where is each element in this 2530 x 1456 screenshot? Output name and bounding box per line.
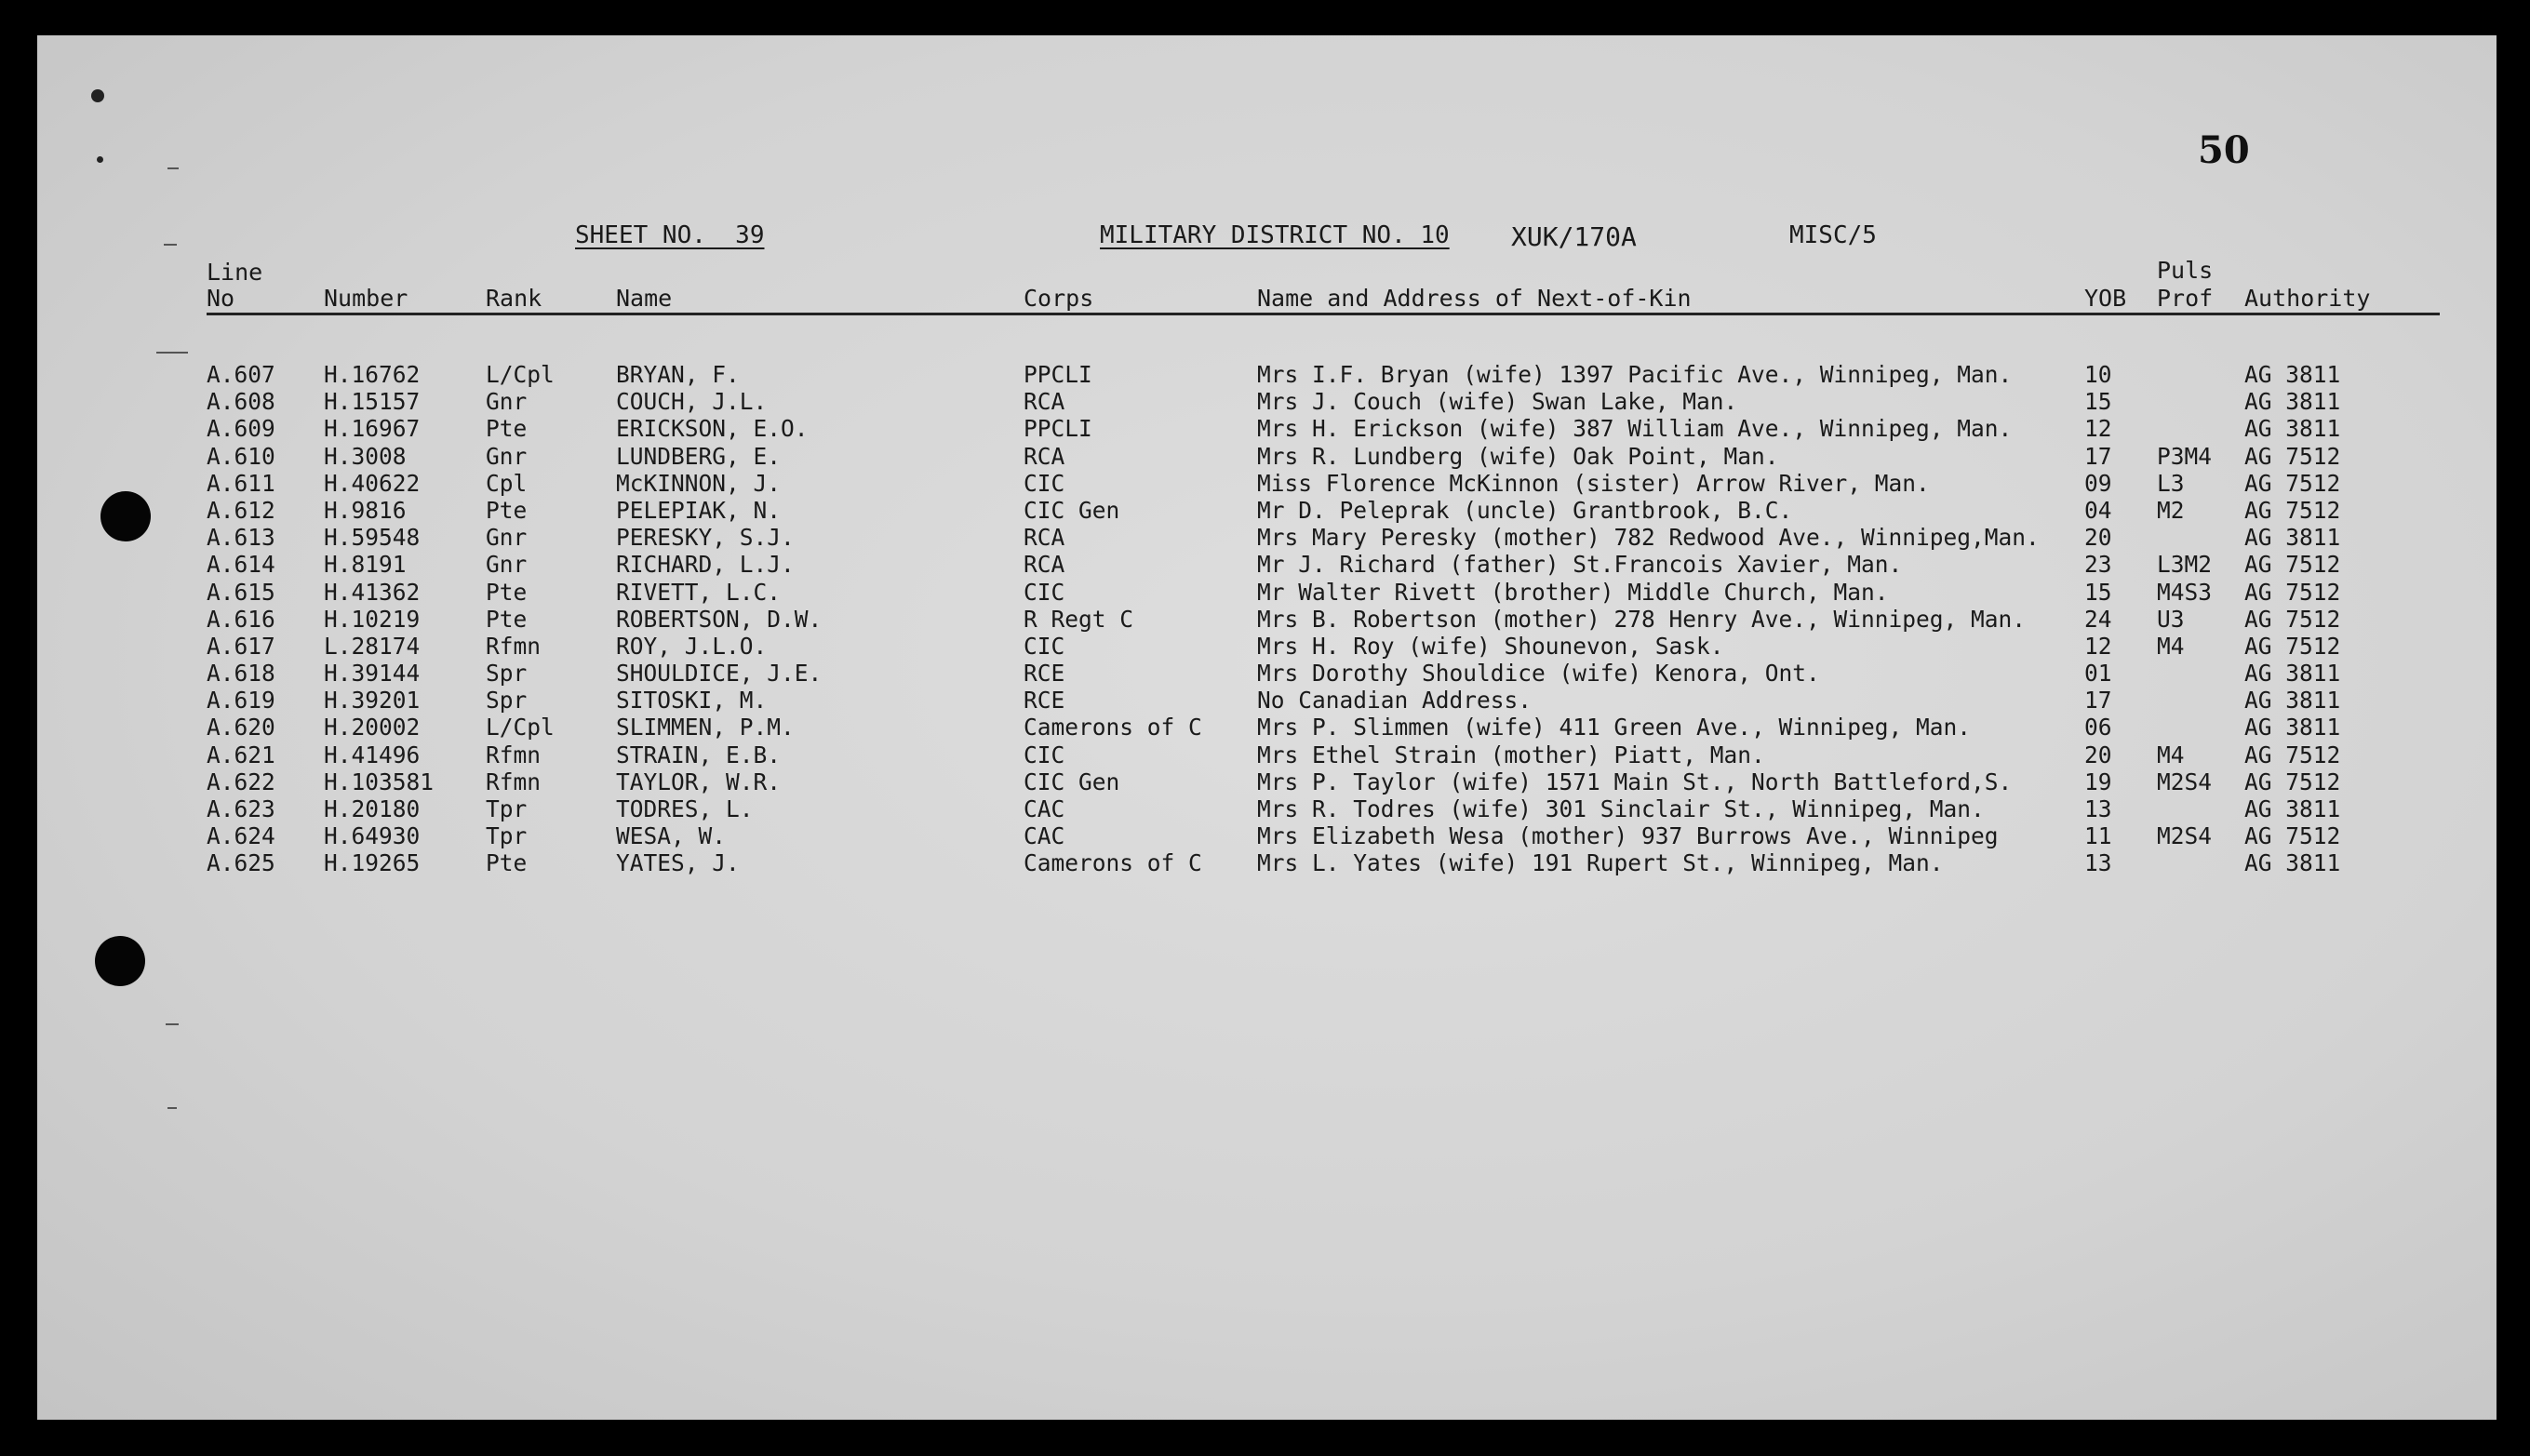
col-head-line-bottom: No xyxy=(207,285,235,312)
cell-rank: Spr xyxy=(486,687,528,715)
cell-yob: 13 xyxy=(2084,795,2112,822)
table-row xyxy=(37,849,2497,876)
col-head-number: Number xyxy=(324,285,408,312)
cell-yob: 10 xyxy=(2084,361,2112,388)
cell-corps: RCA xyxy=(1024,388,1065,416)
table-row xyxy=(37,741,2497,768)
cell-name: RICHARD, L.J. xyxy=(616,551,795,579)
cell-next-of-kin: Mrs R. Lundberg (wife) Oak Point, Man. xyxy=(1257,442,1779,470)
cell-yob: 19 xyxy=(2084,768,2112,795)
cell-next-of-kin: Mrs P. Taylor (wife) 1571 Main St., North Battleford,S. xyxy=(1257,768,2013,795)
col-head-next-of-kin: Name and Address of Next-of-Kin xyxy=(1257,285,1692,312)
cell-line-no: A.610 xyxy=(207,442,275,470)
cell-rank: Gnr xyxy=(486,524,528,552)
margin-tick xyxy=(167,167,179,169)
cell-rank: Pte xyxy=(486,605,528,633)
cell-yob: 20 xyxy=(2084,741,2112,768)
cell-authority: AG 7512 xyxy=(2244,469,2341,497)
cell-line-no: A.622 xyxy=(207,768,275,795)
cell-name: TODRES, L. xyxy=(616,795,754,822)
cell-service-number: H.9816 xyxy=(324,496,407,524)
cell-rank: Pte xyxy=(486,496,528,524)
ink-speck xyxy=(97,156,103,163)
table-row xyxy=(37,470,2497,497)
table-row xyxy=(37,388,2497,415)
misc-code: MISC/5 xyxy=(1789,221,1877,249)
table-row xyxy=(37,822,2497,849)
cell-service-number: H.41496 xyxy=(324,741,421,768)
col-head-rank: Rank xyxy=(486,285,542,312)
cell-authority: AG 3811 xyxy=(2244,660,2341,688)
cell-name: ROY, J.L.O. xyxy=(616,632,768,660)
cell-line-no: A.624 xyxy=(207,822,275,850)
cell-corps: PPCLI xyxy=(1024,361,1092,388)
document-page xyxy=(37,35,2497,1420)
table-row xyxy=(37,415,2497,442)
cell-service-number: H.39144 xyxy=(324,660,421,688)
cell-corps: CIC Gen xyxy=(1024,768,1120,795)
cell-line-no: A.611 xyxy=(207,469,275,497)
cell-name: ROBERTSON, D.W. xyxy=(616,605,823,633)
cell-name: PERESKY, S.J. xyxy=(616,524,795,552)
cell-corps: RCA xyxy=(1024,524,1065,552)
cell-name: YATES, J. xyxy=(616,849,740,877)
table-row xyxy=(37,579,2497,606)
margin-tick xyxy=(156,352,188,354)
cell-line-no: A.607 xyxy=(207,361,275,388)
cell-service-number: H.19265 xyxy=(324,849,421,877)
cell-line-no: A.612 xyxy=(207,496,275,524)
cell-next-of-kin: Miss Florence McKinnon (sister) Arrow River, Man. xyxy=(1257,469,1930,497)
cell-authority: AG 7512 xyxy=(2244,442,2341,470)
cell-yob: 01 xyxy=(2084,660,2112,688)
cell-service-number: H.64930 xyxy=(324,822,421,850)
ink-speck xyxy=(91,89,104,102)
col-head-authority: Authority xyxy=(2244,285,2371,312)
cell-authority: AG 7512 xyxy=(2244,768,2341,795)
cell-service-number: H.20002 xyxy=(324,714,421,741)
table-row xyxy=(37,633,2497,660)
cell-service-number: H.16762 xyxy=(324,361,421,388)
cell-line-no: A.618 xyxy=(207,660,275,688)
cell-puls-prof: L3M2 xyxy=(2157,551,2213,579)
cell-rank: Pte xyxy=(486,849,528,877)
cell-yob: 11 xyxy=(2084,822,2112,850)
records-table xyxy=(37,361,2497,877)
cell-rank: Gnr xyxy=(486,442,528,470)
table-row xyxy=(37,551,2497,578)
cell-name: McKINNON, J. xyxy=(616,469,782,497)
cell-service-number: H.15157 xyxy=(324,388,421,416)
cell-rank: Pte xyxy=(486,578,528,606)
cell-corps: CIC xyxy=(1024,741,1065,768)
table-row xyxy=(37,714,2497,741)
cell-service-number: L.28174 xyxy=(324,632,421,660)
col-head-line-top: Line xyxy=(207,259,263,286)
cell-name: WESA, W. xyxy=(616,822,727,850)
reference-code: XUK/170A xyxy=(1511,221,1637,252)
cell-line-no: A.621 xyxy=(207,741,275,768)
cell-name: SITOSKI, M. xyxy=(616,687,768,715)
cell-name: TAYLOR, W.R. xyxy=(616,768,782,795)
cell-corps: CIC Gen xyxy=(1024,496,1120,524)
cell-rank: Gnr xyxy=(486,388,528,416)
cell-name: SHOULDICE, J.E. xyxy=(616,660,823,688)
cell-puls-prof: U3 xyxy=(2157,605,2185,633)
cell-yob: 15 xyxy=(2084,578,2112,606)
cell-authority: AG 3811 xyxy=(2244,714,2341,741)
cell-puls-prof: M2S4 xyxy=(2157,822,2213,850)
margin-tick xyxy=(164,244,177,246)
cell-corps: CIC xyxy=(1024,632,1065,660)
cell-line-no: A.625 xyxy=(207,849,275,877)
cell-next-of-kin: Mr J. Richard (father) St.Francois Xavier, Man. xyxy=(1257,551,1903,579)
punch-hole-bottom xyxy=(95,936,145,986)
cell-puls-prof: M2S4 xyxy=(2157,768,2213,795)
cell-next-of-kin: Mrs H. Roy (wife) Shounevon, Sask. xyxy=(1257,632,1724,660)
cell-rank: Gnr xyxy=(486,551,528,579)
cell-authority: AG 7512 xyxy=(2244,551,2341,579)
cell-yob: 17 xyxy=(2084,687,2112,715)
cell-service-number: H.10219 xyxy=(324,605,421,633)
table-row xyxy=(37,497,2497,524)
cell-puls-prof: M4 xyxy=(2157,632,2185,660)
cell-authority: AG 7512 xyxy=(2244,632,2341,660)
col-head-yob: YOB xyxy=(2084,285,2127,312)
cell-next-of-kin: No Canadian Address. xyxy=(1257,687,1533,715)
cell-name: PELEPIAK, N. xyxy=(616,496,782,524)
table-row xyxy=(37,606,2497,633)
cell-service-number: H.41362 xyxy=(324,578,421,606)
cell-service-number: H.20180 xyxy=(324,795,421,822)
cell-name: RIVETT, L.C. xyxy=(616,578,782,606)
cell-name: STRAIN, E.B. xyxy=(616,741,782,768)
cell-corps: CIC xyxy=(1024,578,1065,606)
margin-tick xyxy=(166,1023,179,1025)
cell-line-no: A.615 xyxy=(207,578,275,606)
sheet-number: SHEET NO. 39 xyxy=(575,221,765,249)
cell-corps: CAC xyxy=(1024,822,1065,850)
cell-rank: L/Cpl xyxy=(486,714,555,741)
cell-corps: CIC xyxy=(1024,469,1065,497)
cell-rank: Tpr xyxy=(486,822,528,850)
cell-next-of-kin: Mr Walter Rivett (brother) Middle Church, Man. xyxy=(1257,578,1889,606)
cell-yob: 06 xyxy=(2084,714,2112,741)
cell-name: ERICKSON, E.O. xyxy=(616,415,809,443)
table-row xyxy=(37,443,2497,470)
table-row xyxy=(37,795,2497,822)
cell-yob: 23 xyxy=(2084,551,2112,579)
cell-rank: Pte xyxy=(486,415,528,443)
cell-next-of-kin: Mrs I.F. Bryan (wife) 1397 Pacific Ave., Winnipeg, Man. xyxy=(1257,361,2013,388)
cell-service-number: H.39201 xyxy=(324,687,421,715)
cell-corps: Camerons of C xyxy=(1024,849,1202,877)
cell-authority: AG 7512 xyxy=(2244,578,2341,606)
cell-service-number: H.3008 xyxy=(324,442,407,470)
cell-yob: 12 xyxy=(2084,632,2112,660)
table-row xyxy=(37,660,2497,687)
table-row xyxy=(37,687,2497,714)
cell-authority: AG 3811 xyxy=(2244,388,2341,416)
cell-line-no: A.620 xyxy=(207,714,275,741)
military-district: MILITARY DISTRICT NO. 10 xyxy=(1100,221,1450,249)
cell-next-of-kin: Mrs H. Erickson (wife) 387 William Ave., Winnipeg, Man. xyxy=(1257,415,2013,443)
cell-service-number: H.103581 xyxy=(324,768,435,795)
cell-puls-prof: P3M4 xyxy=(2157,442,2213,470)
cell-yob: 13 xyxy=(2084,849,2112,877)
cell-rank: Tpr xyxy=(486,795,528,822)
cell-name: BRYAN, F. xyxy=(616,361,740,388)
cell-puls-prof: M2 xyxy=(2157,496,2185,524)
cell-puls-prof: M4S3 xyxy=(2157,578,2213,606)
cell-rank: Rfmn xyxy=(486,768,542,795)
cell-authority: AG 3811 xyxy=(2244,361,2341,388)
cell-next-of-kin: Mrs J. Couch (wife) Swan Lake, Man. xyxy=(1257,388,1738,416)
table-row xyxy=(37,524,2497,551)
cell-next-of-kin: Mrs Mary Peresky (mother) 782 Redwood Ave., Winnipeg,Man. xyxy=(1257,524,2040,552)
cell-corps: RCE xyxy=(1024,687,1065,715)
header-rule xyxy=(207,313,2440,315)
cell-corps: R Regt C xyxy=(1024,605,1134,633)
table-row xyxy=(37,361,2497,388)
cell-yob: 17 xyxy=(2084,442,2112,470)
cell-line-no: A.613 xyxy=(207,524,275,552)
cell-corps: RCA xyxy=(1024,442,1065,470)
col-head-puls-bottom: Prof xyxy=(2157,285,2214,312)
col-head-name: Name xyxy=(616,285,673,312)
cell-next-of-kin: Mrs Ethel Strain (mother) Piatt, Man. xyxy=(1257,741,1765,768)
cell-name: SLIMMEN, P.M. xyxy=(616,714,795,741)
cell-next-of-kin: Mr D. Peleprak (uncle) Grantbrook, B.C. xyxy=(1257,496,1793,524)
cell-next-of-kin: Mrs L. Yates (wife) 191 Rupert St., Winnipeg, Man. xyxy=(1257,849,1944,877)
cell-line-no: A.616 xyxy=(207,605,275,633)
cell-authority: AG 3811 xyxy=(2244,524,2341,552)
cell-authority: AG 3811 xyxy=(2244,795,2341,822)
cell-rank: L/Cpl xyxy=(486,361,555,388)
cell-yob: 24 xyxy=(2084,605,2112,633)
col-head-puls-top: Puls xyxy=(2157,257,2214,284)
cell-rank: Cpl xyxy=(486,469,528,497)
cell-authority: AG 3811 xyxy=(2244,415,2341,443)
cell-line-no: A.623 xyxy=(207,795,275,822)
cell-next-of-kin: Mrs Elizabeth Wesa (mother) 937 Burrows Ave., Winnipeg xyxy=(1257,822,1999,850)
cell-service-number: H.40622 xyxy=(324,469,421,497)
cell-next-of-kin: Mrs Dorothy Shouldice (wife) Kenora, Ont. xyxy=(1257,660,1820,688)
cell-line-no: A.617 xyxy=(207,632,275,660)
cell-yob: 12 xyxy=(2084,415,2112,443)
cell-corps: RCA xyxy=(1024,551,1065,579)
col-head-corps: Corps xyxy=(1024,285,1094,312)
cell-puls-prof: M4 xyxy=(2157,741,2185,768)
cell-authority: AG 3811 xyxy=(2244,849,2341,877)
cell-authority: AG 7512 xyxy=(2244,605,2341,633)
cell-line-no: A.614 xyxy=(207,551,275,579)
cell-next-of-kin: Mrs P. Slimmen (wife) 411 Green Ave., Winnipeg, Man. xyxy=(1257,714,1972,741)
cell-line-no: A.609 xyxy=(207,415,275,443)
cell-authority: AG 7512 xyxy=(2244,822,2341,850)
cell-yob: 15 xyxy=(2084,388,2112,416)
cell-rank: Spr xyxy=(486,660,528,688)
cell-corps: PPCLI xyxy=(1024,415,1092,443)
cell-line-no: A.608 xyxy=(207,388,275,416)
cell-name: COUCH, J.L. xyxy=(616,388,768,416)
cell-authority: AG 7512 xyxy=(2244,496,2341,524)
cell-rank: Rfmn xyxy=(486,741,542,768)
cell-puls-prof: L3 xyxy=(2157,469,2185,497)
cell-service-number: H.16967 xyxy=(324,415,421,443)
cell-authority: AG 3811 xyxy=(2244,687,2341,715)
cell-service-number: H.8191 xyxy=(324,551,407,579)
cell-next-of-kin: Mrs B. Robertson (mother) 278 Henry Ave., Winnipeg, Man. xyxy=(1257,605,2027,633)
cell-line-no: A.619 xyxy=(207,687,275,715)
cell-authority: AG 7512 xyxy=(2244,741,2341,768)
page-number: 50 xyxy=(2198,128,2250,172)
cell-corps: RCE xyxy=(1024,660,1065,688)
cell-next-of-kin: Mrs R. Todres (wife) 301 Sinclair St., Winnipeg, Man. xyxy=(1257,795,1985,822)
cell-yob: 04 xyxy=(2084,496,2112,524)
cell-name: LUNDBERG, E. xyxy=(616,442,782,470)
cell-yob: 20 xyxy=(2084,524,2112,552)
margin-tick xyxy=(167,1107,177,1109)
table-row xyxy=(37,768,2497,795)
cell-corps: Camerons of C xyxy=(1024,714,1202,741)
cell-service-number: H.59548 xyxy=(324,524,421,552)
cell-rank: Rfmn xyxy=(486,632,542,660)
cell-yob: 09 xyxy=(2084,469,2112,497)
cell-corps: CAC xyxy=(1024,795,1065,822)
